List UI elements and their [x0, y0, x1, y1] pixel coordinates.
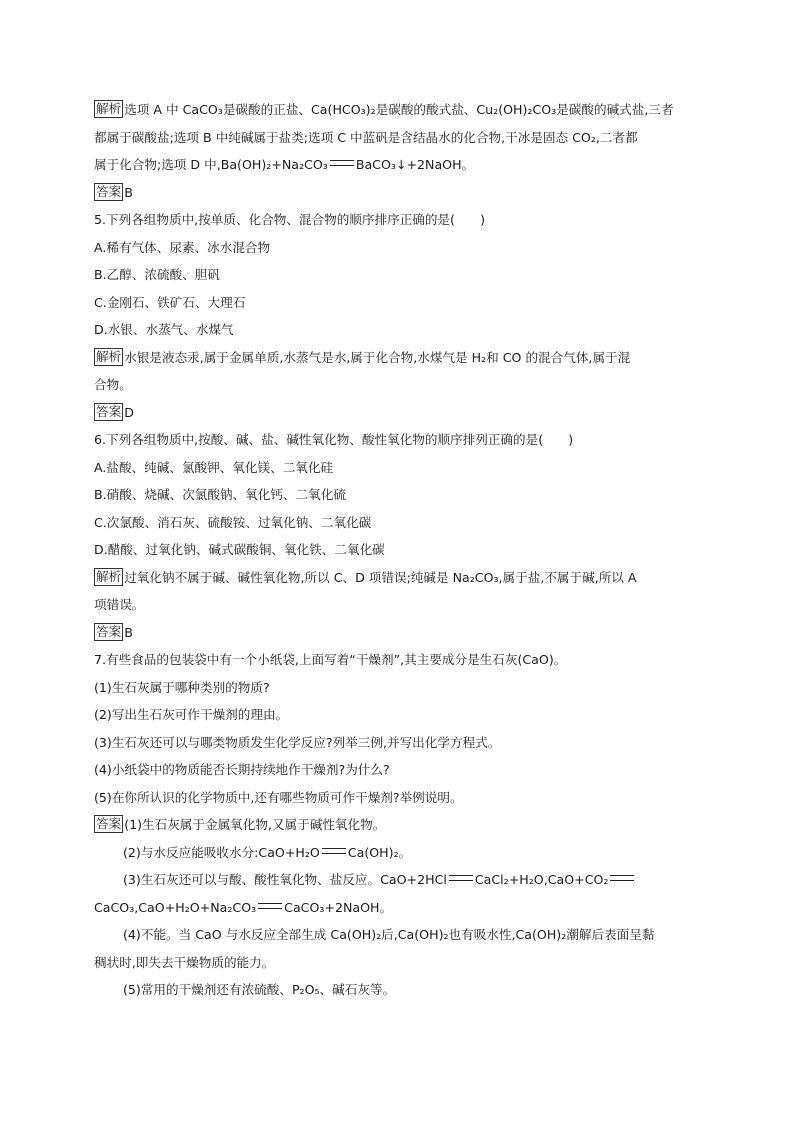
q6-analysis-text-1: 过氧化钠不属于碱、碱性氧化物,所以 C、D 项错误;纯碱是 Na₂CO₃,属于盐,不属于碱,所以 A	[124, 569, 637, 585]
q4-answer-line	[94, 179, 704, 207]
analysis-tag: 解析	[96, 101, 122, 116]
analysis-tag: 解析	[96, 568, 122, 584]
q5-stem: 5.下列各组物质中,按单质、化合物、混合物的顺序排序正确的是( )	[94, 212, 486, 227]
q7-sub-1: (1)生石灰属于哪种类别的物质?	[94, 679, 270, 695]
q7-a3-l1-mid: CaCl₂+H₂O,CaO+CO₂	[474, 872, 609, 887]
q4-answer-value: B	[124, 184, 133, 200]
q7-answer-3-line-1	[94, 866, 704, 894]
equals-sign-icon	[258, 903, 282, 909]
q5-option-d: D.水银、水蒸气、水煤气	[94, 322, 234, 337]
equals-sign-icon	[322, 848, 346, 854]
q4-analysis-line-3	[94, 151, 704, 179]
q6-option-d: D.醋酸、过氧化钠、碱式碳酸铜、氧化铁、二氧化碳	[94, 542, 385, 557]
q5-option-c: C.金刚石、铁矿石、大理石	[94, 294, 246, 310]
q7-a3-l1-left: (3)生石灰还可以与酸、酸性氧化物、盐反应。CaO+2HCl	[123, 872, 447, 887]
q6-option-a: A.盐酸、纯碱、氯酸钾、氧化镁、二氧化硅	[94, 459, 334, 475]
answer-tag: 答案	[96, 816, 122, 831]
q5-answer-line	[94, 399, 704, 427]
q6-option-b: B.硝酸、烧碱、次氯酸钠、氧化钙、二氧化硫	[94, 487, 346, 502]
q7-sub-3: (3)生石灰还可以与哪类物质发生化学反应?列举三例,并写出化学方程式。	[94, 734, 501, 750]
equals-sign-icon	[330, 160, 354, 166]
answer-tag: 答案	[96, 183, 122, 199]
document-page	[94, 96, 704, 1004]
q4-equation-left: 属于化合物;选项 D 中,Ba(OH)₂+Na₂CO₃	[94, 157, 328, 172]
equals-sign-icon	[449, 875, 473, 881]
q6-analysis-line-2: 项错误。	[94, 597, 145, 612]
equals-sign-icon	[610, 875, 634, 881]
q7-answer-4-line-2: 稠状时,即失去干燥物质的能力。	[94, 954, 275, 970]
q4-analysis-text-1: 选项 A 中 CaCO₃是碳酸的正盐、Ca(HCO₃)₂是碳酸的酸式盐、Cu₂(OH)₂CO₃是碳酸的碱式盐,三者	[124, 102, 674, 117]
q7-sub-4: (4)小纸袋中的物质能否长期持续地作干燥剂?为什么?	[94, 762, 390, 777]
q5-analysis-line-1	[94, 344, 704, 372]
q7-answer-5: (5)常用的干燥剂还有浓硫酸、P₂O₅、碱石灰等。	[123, 982, 396, 997]
q7-answer-3-line-2	[94, 894, 704, 922]
q5-answer-value: D	[124, 404, 134, 420]
q5-option-a: A.稀有气体、尿素、冰水混合物	[94, 239, 271, 255]
q7-a2-left: (2)与水反应能吸收水分:CaO+H₂O	[123, 844, 320, 860]
q4-equation-right: BaCO₃↓+2NaOH。	[355, 157, 475, 172]
q5-option-b: B.乙醇、浓硫酸、胆矾	[94, 267, 220, 282]
q4-analysis-line-2: 都属于碳酸盐;选项 B 中纯碱属于盐类;选项 C 中蓝矾是含结晶水的化合物,干冰是固态 CO₂,二者都	[94, 129, 638, 145]
q7-answer-1-text: (1)生石灰属于金属氧化物,又属于碱性氧化物。	[124, 817, 386, 832]
q7-a2-right: Ca(OH)₂。	[347, 844, 412, 860]
q7-stem: 7.有些食品的包装袋中有一个小纸袋,上面写着“干燥剂”,其主要成分是生石灰(CaO)。	[94, 652, 567, 667]
q7-answer-2	[94, 839, 704, 867]
q7-sub-2: (2)写出生石灰可作干燥剂的理由。	[94, 707, 289, 722]
q7-answer-1	[94, 811, 704, 839]
analysis-tag: 解析	[96, 348, 122, 364]
q7-a3-l2-left: CaCO₃,CaO+H₂O+Na₂CO₃	[94, 899, 257, 915]
q4-analysis-line-1	[94, 96, 704, 124]
q5-analysis-line-2: 合物。	[94, 377, 132, 392]
q6-analysis-line-1	[94, 564, 704, 592]
q6-option-c: C.次氯酸、消石灰、硫酸铵、过氧化钠、二氧化碳	[94, 514, 372, 530]
q6-stem: 6.下列各组物质中,按酸、碱、盐、碱性氧化物、酸性氧化物的顺序排列正确的是( )	[94, 432, 574, 447]
q6-answer-value: B	[124, 624, 133, 640]
answer-tag: 答案	[96, 623, 122, 639]
q7-answer-4-line-1: (4)不能。当 CaO 与水反应全部生成 Ca(OH)₂后,Ca(OH)₂也有吸水性,Ca(OH)₂潮解后表面呈黏	[123, 927, 655, 942]
q6-answer-line	[94, 619, 704, 647]
answer-tag: 答案	[96, 403, 122, 419]
q7-sub-5: (5)在你所认识的化学物质中,还有哪些物质可作干燥剂?举例说明。	[94, 789, 463, 805]
q7-a3-l2-right: CaCO₃+2NaOH。	[284, 899, 393, 915]
q5-analysis-text-1: 水银是液态汞,属于金属单质,水蒸气是水,属于化合物,水煤气是 H₂和 CO 的混合气体,属于混	[124, 349, 631, 365]
